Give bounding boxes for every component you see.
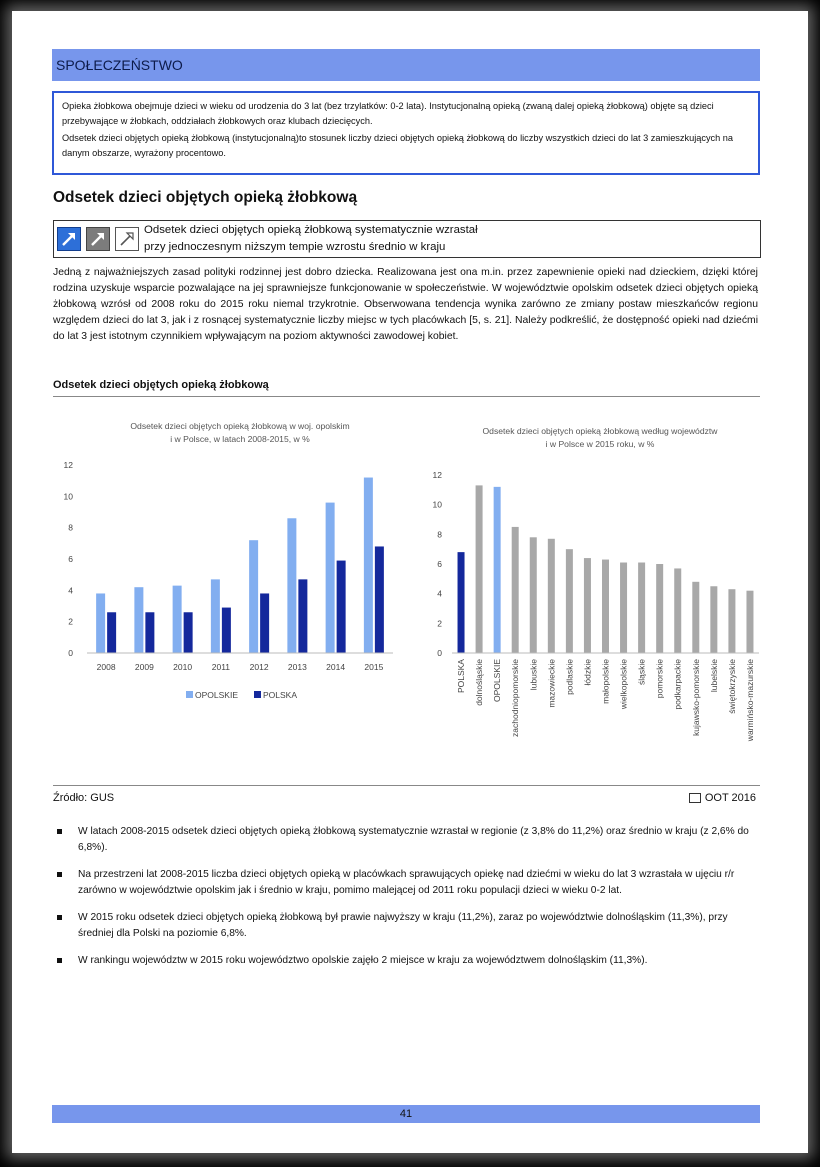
bullet-list bbox=[53, 824, 761, 980]
y-tick-label: 10 bbox=[63, 491, 73, 502]
x-tick-label: łódzkie bbox=[582, 659, 593, 686]
x-tick-label: 2014 bbox=[326, 662, 346, 672]
figure-title: Odsetek dzieci objętych opieką żłobkową bbox=[53, 379, 269, 391]
bar-opolskie bbox=[96, 593, 105, 653]
chart-title-line: i w Polsce, w latach 2008-2015, w % bbox=[170, 434, 310, 444]
bullet-square-icon bbox=[57, 915, 62, 920]
section-title: Odsetek dzieci objętych opieką żłobkową bbox=[53, 189, 358, 206]
trend-box bbox=[53, 220, 761, 258]
bar-warmińsko-mazurskie bbox=[746, 591, 753, 653]
y-tick-label: 8 bbox=[68, 522, 73, 533]
source-rule bbox=[53, 785, 760, 786]
bar-pomorskie bbox=[656, 564, 663, 653]
bar-opolskie bbox=[494, 487, 501, 653]
x-tick-label: 2008 bbox=[96, 662, 116, 672]
bar-polska bbox=[184, 612, 193, 653]
x-tick-label: 2011 bbox=[211, 662, 231, 672]
x-tick-label: lubelskie bbox=[708, 659, 719, 693]
bar-podlaskie bbox=[566, 549, 573, 653]
page-number: 41 bbox=[399, 1108, 413, 1120]
trend-up-grey-icon bbox=[86, 227, 110, 251]
trend-line-2: przy jednoczesnym niższym tempie wzrostu średnio w kraju bbox=[144, 241, 446, 253]
bar-małopolskie bbox=[602, 560, 609, 653]
trend-up-blue-icon bbox=[57, 227, 81, 251]
x-tick-label: POLSKA bbox=[456, 659, 467, 694]
x-tick-label: 2013 bbox=[287, 662, 307, 672]
bar-opolskie bbox=[249, 540, 258, 653]
bar-opolskie bbox=[287, 518, 296, 653]
bar-lubelskie bbox=[710, 586, 717, 653]
bar-polska bbox=[222, 608, 231, 653]
bar-opolskie bbox=[211, 579, 220, 653]
x-tick-label: pomorskie bbox=[654, 659, 665, 699]
x-tick-label: lubuskie bbox=[528, 659, 539, 691]
y-tick-label: 8 bbox=[437, 529, 442, 540]
bar-polska bbox=[107, 612, 116, 653]
bullet-text: W rankingu województw w 2015 roku województwo opolskie zajęło 2 miejsce w kraju za województwem dolnośląskim (11,3%). bbox=[78, 955, 648, 966]
bullet-text: Na przestrzeni lat 2008-2015 liczba dzieci objętych opieką w placówkach sprawujących opiekę nad dziećmi w wieku do lat 3 wzrastała w ujęciu r/r zarówno w województwie opolskim jak i średnio w kraju, pomimo malejącej od 2011 roku populacji dzieci w wieku 0-2 lat. bbox=[78, 869, 735, 896]
bar-polska bbox=[337, 561, 346, 653]
bar-wielkopolskie bbox=[620, 563, 627, 653]
legend-label: POLSKA bbox=[263, 690, 298, 700]
bar-opolskie bbox=[134, 587, 143, 653]
oot-credit bbox=[689, 792, 756, 804]
chart-opolskie-vs-polska bbox=[53, 403, 398, 713]
bar-śląskie bbox=[638, 563, 645, 653]
chart-title-line: Odsetek dzieci objętych opieką żłobkową w woj. opolskim bbox=[130, 421, 350, 431]
x-tick-label: warmińsko-mazurskie bbox=[744, 659, 755, 742]
bar-lubuskie bbox=[530, 537, 537, 653]
bar-polska bbox=[298, 579, 307, 653]
legend-swatch bbox=[254, 691, 261, 698]
x-tick-label: mazowieckie bbox=[546, 659, 557, 708]
chart-voivodeships-2015 bbox=[402, 403, 762, 778]
x-tick-label: kujawsko-pomorskie bbox=[690, 659, 701, 736]
y-tick-label: 12 bbox=[432, 470, 442, 480]
x-tick-label: świętokrzyskie bbox=[726, 659, 737, 714]
x-tick-label: małopolskie bbox=[600, 659, 611, 704]
x-tick-label: zachodniopomorskie bbox=[510, 659, 521, 737]
bar-świętokrzyskie bbox=[728, 589, 735, 653]
section-header bbox=[52, 49, 760, 81]
bar-polska bbox=[375, 546, 384, 653]
bullet-text: W latach 2008-2015 odsetek dzieci objętych opieką żłobkową systematycznie wzrastał w regionie (z 3,8% do 11,2%) oraz średnio w kraju (z 2,6% do 6,8%). bbox=[78, 826, 749, 853]
x-tick-label: wielkopolskie bbox=[618, 659, 629, 710]
figure-rule bbox=[53, 396, 760, 397]
x-tick-label: śląskie bbox=[636, 659, 647, 685]
bullet-item bbox=[53, 910, 761, 942]
x-tick-label: podkarpackie bbox=[672, 659, 683, 710]
bullet-item bbox=[53, 867, 761, 899]
y-tick-label: 6 bbox=[68, 554, 73, 564]
y-tick-label: 0 bbox=[437, 648, 442, 658]
bullet-square-icon bbox=[57, 829, 62, 834]
oot-label: OOT 2016 bbox=[704, 792, 756, 804]
x-tick-label: dolnośląskie bbox=[474, 659, 485, 706]
x-tick-label: 2010 bbox=[173, 662, 193, 672]
x-tick-label: 2012 bbox=[249, 662, 269, 672]
bullet-square-icon bbox=[57, 958, 62, 963]
section-header-title: SPOŁECZEŃSTWO bbox=[56, 57, 183, 73]
y-tick-label: 2 bbox=[437, 618, 442, 629]
page-footer bbox=[52, 1105, 760, 1123]
definition-box bbox=[52, 91, 760, 175]
bar-kujawsko-pomorskie bbox=[692, 582, 699, 653]
bullet-text: W 2015 roku odsetek dzieci objętych opieką żłobkową był prawie najwyższy w kraju (11,2%), zaraz po województwie dolnośląskim (11,3%), przy średniej dla Polski na poziomie 6,8%. bbox=[78, 912, 728, 939]
bar-łódzkie bbox=[584, 558, 591, 653]
source-label: Źródło: GUS bbox=[53, 792, 115, 804]
trend-up-white-icon bbox=[115, 227, 139, 251]
y-tick-label: 6 bbox=[437, 559, 442, 569]
document-page bbox=[12, 11, 808, 1153]
trend-icons bbox=[57, 227, 139, 251]
bullet-item bbox=[53, 824, 761, 856]
definition-paragraph-2: Odsetek dzieci objętych opieką żłobkową (instytucjonalną)to stosunek liczby dzieci objętych opieką żłobkową do liczby wszystkich dzieci do lat 3 zamieszkujących na danym obszarze, wyrażony procentowo. bbox=[62, 133, 734, 158]
bullet-square-icon bbox=[57, 872, 62, 877]
x-tick-label: OPOLSKIE bbox=[492, 659, 503, 702]
x-tick-label: 2015 bbox=[364, 662, 384, 672]
definition-paragraph-1: Opieka żłobkowa obejmuje dzieci w wieku od urodzenia do 3 lat (bez trzylatków: 0-2 lata). Instytucjonalną opieką (zwaną dalej opieką żłobkową) objęte są dzieci przebywające w żłobkach, oddziałach żłobkowych oraz klubach dziecięcych. bbox=[62, 101, 714, 126]
bar-dolnośląskie bbox=[476, 485, 483, 653]
x-tick-label: 2009 bbox=[134, 662, 154, 672]
trend-line-1: Odsetek dzieci objętych opieką żłobkową systematycznie wzrastał bbox=[144, 224, 478, 236]
bar-polska bbox=[145, 612, 154, 653]
bar-polska bbox=[260, 593, 269, 653]
y-tick-label: 10 bbox=[432, 499, 442, 510]
chart-title-line: Odsetek dzieci objętych opieką żłobkową według województw bbox=[482, 426, 718, 436]
bar-opolskie bbox=[364, 478, 373, 653]
y-tick-label: 12 bbox=[63, 460, 73, 470]
bullet-item bbox=[53, 953, 761, 969]
bar-mazowieckie bbox=[548, 539, 555, 653]
bar-zachodniopomorskie bbox=[512, 527, 519, 653]
chart-title-line: i w Polsce w 2015 roku, w % bbox=[545, 439, 655, 449]
y-tick-label: 4 bbox=[437, 588, 442, 599]
trend-text bbox=[144, 222, 478, 256]
y-tick-label: 2 bbox=[68, 616, 73, 627]
y-tick-label: 0 bbox=[68, 648, 73, 658]
bar-opolskie bbox=[173, 586, 182, 653]
bar-polska bbox=[458, 552, 465, 653]
monitor-icon bbox=[689, 793, 701, 803]
legend-swatch bbox=[186, 691, 193, 698]
y-tick-label: 4 bbox=[68, 585, 73, 596]
x-tick-label: podlaskie bbox=[564, 659, 575, 695]
bar-opolskie bbox=[326, 503, 335, 653]
bar-podkarpackie bbox=[674, 568, 681, 653]
legend-label: OPOLSKIE bbox=[195, 690, 238, 700]
body-paragraph: Jedną z najważniejszych zasad polityki rodzinnej jest dobro dziecka. Realizowana jest ona m.in. przez zapewnienie opieki nad dzieckiem, dzięki której rodzina uzyskuje wsparcie pozwalające na jej sprawniejsze funkcjonowanie w społeczeństwie. W województwie opolskim odsetek dzieci objętych opieką żłobkową wzrósł od 2008 roku do 2015 roku niemal trzykrotnie. Obserwowana tendencja wynika zarówno ze zmiany postaw mieszkańców regionu względem dzieci do lat 3, jak i z rosnącej systematycznie liczby miejsc w tych placówkach [5, s. 21]. Należy podkreślić, że dostępność opieki nad dziećmi do lat 3 jest istotnym czynnikiem wpływającym na poziom aktywności zawodowej kobiet. bbox=[53, 267, 758, 342]
